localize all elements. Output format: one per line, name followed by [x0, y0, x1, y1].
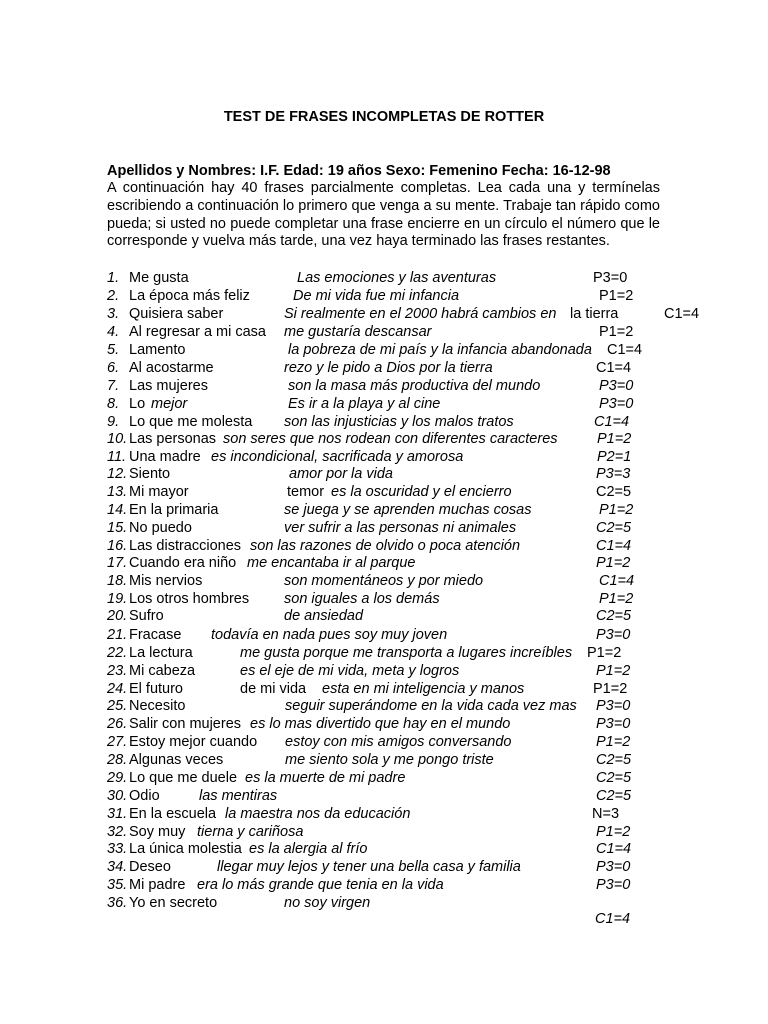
item-score: P3=0 — [596, 859, 631, 875]
sentence-item — [107, 591, 667, 609]
item-score: P1=2 — [599, 591, 634, 607]
sentence-item — [107, 895, 667, 913]
item-response: rezo y le pido a Dios por la tierra — [284, 360, 493, 376]
item-stem: Lamento — [129, 342, 186, 358]
item-number: 22. — [107, 645, 128, 661]
item-stem: Una madre — [129, 449, 201, 465]
item-stem: Yo en secreto — [129, 895, 218, 911]
item-score: C2=5 — [596, 520, 632, 536]
item-score: P3=3 — [596, 466, 631, 482]
item-response: la maestra nos da educación — [225, 806, 411, 822]
item-stem: Lo que me molesta — [129, 414, 253, 430]
item-stem: Algunas veces — [129, 752, 224, 768]
item-number: 20. — [107, 608, 128, 624]
sentence-item — [107, 734, 667, 752]
item-score: P3=0 — [593, 270, 628, 286]
item-number: 10. — [107, 431, 128, 447]
item-stem: Fracase — [129, 627, 182, 643]
item-response: era lo más grande que tenia en la vida — [197, 877, 444, 893]
item-response: me gustaría descansar — [284, 324, 432, 340]
sentence-item — [107, 841, 667, 859]
item-stem: Me gusta — [129, 270, 189, 286]
sentence-item — [107, 306, 700, 324]
sentence-item — [107, 555, 667, 573]
item-response: llegar muy lejos y tener una bella casa y familia — [217, 859, 521, 875]
item-response: son las injusticias y los malos tratos — [284, 414, 514, 430]
sentence-item — [107, 431, 667, 449]
item-score: P1=2 — [593, 681, 628, 697]
patient-header: Apellidos y Nombres: I.F. Edad: 19 años Sexo: Femenino Fecha: 16-12-98 — [107, 163, 611, 179]
item-response: la pobreza de mi país y la infancia abandonada — [288, 342, 592, 358]
item-response: me siento sola y me pongo triste — [285, 752, 494, 768]
item-stem: Mis nervios — [129, 573, 203, 589]
item-score: C2=5 — [596, 484, 632, 500]
item-response: Si realmente en el 2000 habrá cambios en — [284, 306, 557, 322]
item-response: es la alergia al frío — [249, 841, 368, 857]
item-response: son momentáneos y por miedo — [284, 573, 484, 589]
item-response: Las emociones y las aventuras — [297, 270, 497, 286]
item-number: 32. — [107, 824, 128, 840]
item-number: 33. — [107, 841, 128, 857]
item-stem: El futuro — [129, 681, 183, 697]
item-number: 18. — [107, 573, 128, 589]
item-number: 29. — [107, 770, 128, 786]
item-response: es la oscuridad y el encierro — [331, 484, 512, 500]
item-stem: Quisiera saber — [129, 306, 224, 322]
sentence-item — [107, 770, 667, 788]
item-response: me gusta porque me transporta a lugares increíbles — [240, 645, 573, 661]
item-number: 28. — [107, 752, 128, 768]
item-score: P3=0 — [599, 396, 634, 412]
item-response-plain: de mi vida — [240, 681, 307, 697]
sentence-item — [107, 681, 667, 699]
trailing-score: C1=4 — [595, 911, 631, 927]
item-response: tierna y cariñosa — [197, 824, 304, 840]
item-score: P1=2 — [596, 663, 631, 679]
item-score: C2=5 — [596, 770, 632, 786]
sentence-item — [107, 396, 667, 414]
item-number: 25. — [107, 698, 128, 714]
item-stem: Las personas — [129, 431, 217, 447]
item-score: P1=2 — [596, 734, 631, 750]
item-score: C1=4 — [596, 360, 632, 376]
sentence-item — [107, 716, 667, 734]
item-score: P1=2 — [597, 431, 632, 447]
item-score: N=3 — [592, 806, 620, 822]
item-stem: La lectura — [129, 645, 193, 661]
item-response: son la masa más productiva del mundo — [288, 378, 541, 394]
item-score: P2=1 — [597, 449, 632, 465]
item-number: 12. — [107, 466, 128, 482]
item-stem: La única molestia — [129, 841, 242, 857]
sentence-item — [107, 877, 667, 895]
item-number: 2. — [107, 288, 120, 304]
item-stem: En la primaria — [129, 502, 219, 518]
item-stem: En la escuela — [129, 806, 217, 822]
item-number: 3. — [107, 306, 120, 322]
item-number: 19. — [107, 591, 128, 607]
sentence-item — [107, 788, 667, 806]
item-number: 1. — [107, 270, 120, 286]
item-score: C1=4 — [664, 306, 700, 322]
item-number: 8. — [107, 396, 120, 412]
item-stem: Cuando era niño — [129, 555, 237, 571]
item-score: C1=4 — [596, 841, 632, 857]
item-stem: Necesito — [129, 698, 186, 714]
sentence-item — [107, 663, 667, 681]
item-stem: Soy muy — [129, 824, 186, 840]
sentence-item — [107, 466, 667, 484]
document-title: TEST DE FRASES INCOMPLETAS DE ROTTER — [223, 109, 545, 125]
item-response: De mi vida fue mi infancia — [293, 288, 460, 304]
item-score: P3=0 — [599, 378, 634, 394]
item-response: es el eje de mi vida, meta y logros — [240, 663, 460, 679]
sentence-item — [107, 698, 667, 716]
item-number: 15. — [107, 520, 128, 536]
item-number: 24. — [107, 681, 128, 697]
item-score: P3=0 — [596, 627, 631, 643]
sentence-item — [107, 645, 667, 663]
item-score: C1=4 — [596, 538, 632, 554]
item-response: se juega y se aprenden muchas cosas — [284, 502, 532, 518]
sentence-item — [107, 520, 667, 538]
item-stem: Las mujeres — [129, 378, 208, 394]
item-stem: Al regresar a mi casa — [129, 324, 266, 340]
item-number: 16. — [107, 538, 128, 554]
item-response: ver sufrir a las personas ni animales — [284, 520, 517, 536]
item-number: 13. — [107, 484, 128, 500]
item-response: es lo mas divertido que hay en el mundo — [250, 716, 511, 732]
sentence-item — [107, 752, 667, 770]
item-number: 17. — [107, 555, 128, 571]
item-number: 21. — [107, 627, 128, 643]
item-response-plain: temor — [287, 484, 325, 500]
item-stem: La época más feliz — [129, 288, 250, 304]
item-response: son las razones de olvido o poca atención — [250, 538, 521, 554]
item-number: 34. — [107, 859, 128, 875]
item-number: 6. — [107, 360, 120, 376]
item-response: es incondicional, sacrificada y amorosa — [211, 449, 464, 465]
item-response: esta en mi inteligencia y manos — [322, 681, 525, 697]
item-number: 5. — [107, 342, 120, 358]
item-score: P3=0 — [596, 716, 631, 732]
sentence-item — [107, 502, 667, 520]
item-number: 23. — [107, 663, 128, 679]
item-response: no soy virgen — [284, 895, 371, 911]
item-response: son iguales a los demás — [284, 591, 440, 607]
sentence-item — [107, 360, 667, 378]
item-score: C1=4 — [594, 414, 630, 430]
item-response: me encantaba ir al parque — [247, 555, 416, 571]
sentence-item — [107, 414, 667, 432]
item-number: 36. — [107, 895, 128, 911]
item-response: todavía en nada pues soy muy joven — [211, 627, 448, 643]
sentence-item — [107, 378, 667, 396]
item-score: P3=0 — [596, 698, 631, 714]
item-stem: Al acostarme — [129, 360, 214, 376]
item-stem: Deseo — [129, 859, 171, 875]
item-score: P1=2 — [599, 502, 634, 518]
sentence-item — [107, 538, 667, 556]
item-number: 4. — [107, 324, 120, 340]
item-score: C2=5 — [596, 752, 632, 768]
item-response: Es ir a la playa y al cine — [288, 396, 441, 412]
item-score: C1=4 — [607, 342, 643, 358]
item-stem: Las distracciones — [129, 538, 242, 554]
item-score: P3=0 — [596, 877, 631, 893]
sentence-item — [107, 824, 667, 842]
item-number: 9. — [107, 414, 120, 430]
sentence-item — [107, 270, 667, 288]
sentence-item — [107, 288, 667, 306]
item-stem: Mi cabeza — [129, 663, 196, 679]
item-stem: Lo que me duele — [129, 770, 238, 786]
item-number: 27. — [107, 734, 128, 750]
instructions-paragraph: A continuación hay 40 frases parcialmente completas. Lea cada una y termínelas escribiendo a continuación lo primero que venga a su mente. Trabaje tan rápido como pueda; si usted no puede completar una frase encierre en un círculo el número que le corresponde y vuelva más tarde, una vez haya terminado las frases restantes. — [107, 180, 660, 250]
item-score: P1=2 — [599, 288, 634, 304]
sentence-item — [107, 449, 667, 467]
item-stem: Mi mayor — [129, 484, 189, 500]
item-score: C2=5 — [596, 608, 632, 624]
sentence-item — [107, 627, 667, 645]
item-response: estoy con mis amigos conversando — [285, 734, 512, 750]
item-stem: Salir con mujeres — [129, 716, 242, 732]
item-number: 31. — [107, 806, 128, 822]
item-response: de ansiedad — [284, 608, 364, 624]
item-response: es la muerte de mi padre — [245, 770, 406, 786]
item-stem: Mi padre — [129, 877, 186, 893]
item-stem: Los otros hombres — [129, 591, 250, 607]
item-stem: Sufro — [129, 608, 164, 624]
sentence-item — [107, 324, 667, 342]
item-response: amor por la vida — [289, 466, 393, 482]
sentence-item — [107, 859, 667, 877]
item-stem: Odio — [129, 788, 160, 804]
sentence-item — [107, 608, 667, 626]
item-score: C1=4 — [599, 573, 635, 589]
item-score: P1=2 — [596, 555, 631, 571]
item-number: 26. — [107, 716, 128, 732]
item-number: 11. — [107, 449, 127, 465]
item-number: 14. — [107, 502, 128, 518]
item-response: son seres que nos rodean con diferentes caracteres — [223, 431, 558, 447]
item-stem: Siento — [129, 466, 171, 482]
item-response: las mentiras — [199, 788, 278, 804]
item-score: P1=2 — [587, 645, 622, 661]
sentence-item — [107, 484, 667, 502]
item-stem: No puedo — [129, 520, 192, 536]
item-score: P1=2 — [599, 324, 634, 340]
sentence-item — [107, 573, 667, 591]
item-stem: Lo — [129, 396, 146, 412]
item-response-plain: la tierra — [570, 306, 619, 322]
sentence-item — [107, 806, 667, 824]
item-stem-italic: mejor — [151, 396, 188, 412]
item-score: C2=5 — [596, 788, 632, 804]
item-score: P1=2 — [596, 824, 631, 840]
item-response: seguir superándome en la vida cada vez mas — [285, 698, 577, 714]
item-number: 35. — [107, 877, 128, 893]
sentence-item — [107, 342, 667, 360]
item-number: 7. — [107, 378, 120, 394]
item-number: 30. — [107, 788, 128, 804]
item-stem: Estoy mejor cuando — [129, 734, 258, 750]
